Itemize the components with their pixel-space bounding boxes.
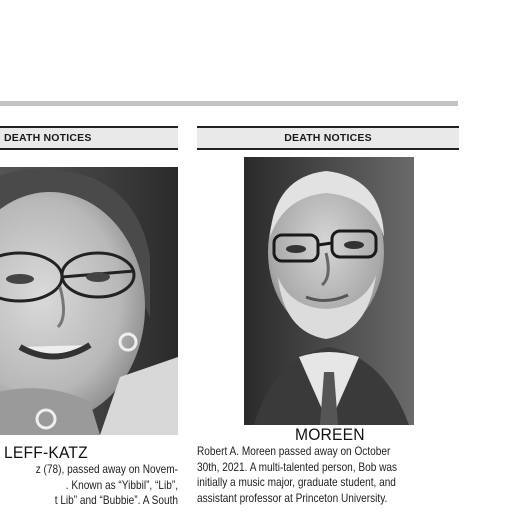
section-header: DEATH NOTICES (197, 126, 459, 150)
obituary-photo-moreen (244, 157, 414, 425)
body-line: . Known as “Yibbil”, “Lib”, (65, 477, 178, 492)
body-line: 30th, 2021. A multi-talented person, Bob was (197, 459, 398, 474)
death-notice-moreen (197, 126, 459, 505)
death-notice-leff-katz (0, 126, 178, 507)
body-line: t Lib” and “Bubbie”. A South (54, 493, 178, 507)
obituary-photo-leff-katz (0, 167, 178, 435)
body-line: assistant professor at Princeton University. (197, 490, 388, 505)
portrait-man-icon (244, 157, 414, 425)
obituary-body (0, 462, 178, 509)
body-line: Robert A. Moreen passed away on October (197, 444, 391, 458)
body-line: z (78), passed away on Novem- (35, 462, 178, 476)
section-header: DEATH NOTICES (0, 126, 178, 150)
surname: MOREEN (295, 425, 365, 444)
page-top-rule (0, 101, 458, 106)
surname: LEFF-KATZ (4, 443, 88, 462)
body-line: initially a music major, graduate student, and (197, 475, 396, 489)
portrait-woman-icon (0, 167, 178, 435)
obituary-body (197, 444, 459, 506)
